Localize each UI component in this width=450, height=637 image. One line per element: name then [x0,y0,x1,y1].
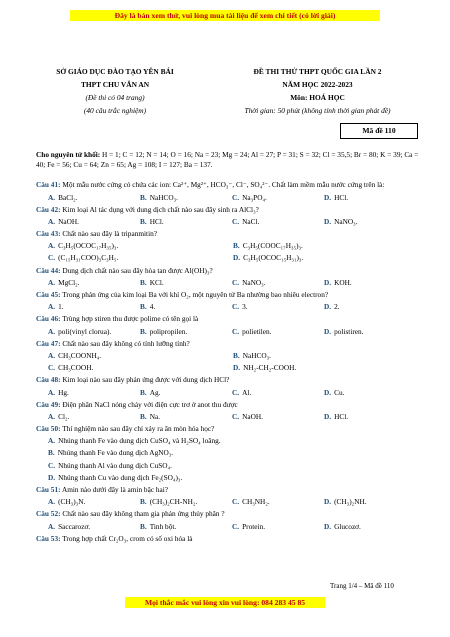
question-text: Điện phân NaCl nóng chảy với điện cực trơ ở anot thu được [60,399,238,409]
option-b: B. NaHCO₃. [233,350,271,360]
time-limit: Thời gian: 50 phút (không tính thời gian phát đề) [244,106,391,115]
question-number: Câu 48: [36,375,61,385]
option-c: C. 3. [232,302,248,312]
option-c: C. Protein. [232,521,266,531]
option-c: C. Al. [232,387,252,397]
question-number: Câu 45: [36,290,61,299]
question-count: (40 câu trắc nghiệm) [83,106,147,115]
exam-title: ĐỀ THI THỬ THPT QUỐC GIA LẦN 2 [253,67,382,76]
question-text: Chất nào sau đây là tripanmitin? [60,229,157,239]
option-d: D. (CH₃)₂NH. [324,497,367,507]
option-a: A. (CH₃)₃N. [48,497,86,507]
question-text: Dung dịch chất nào sau đây hòa tan được Al(OH)₃? [60,265,213,275]
options-46 [36,326,426,338]
option-a: A. 1. [48,302,64,312]
preview-banner: Đây là bản xem thử, vui lòng mua tài liệu để xem chi tiết (có lời giải) [70,10,380,21]
header-left [40,65,190,117]
option-d: D. Cu. [324,387,345,397]
option-a: A. Saccarozơ. [48,521,91,531]
option-d: D. Nhúng thanh Cu vào dung dịch Fe₂(SO₄)₃. [48,472,183,482]
options-47-cd [36,362,426,374]
question-number: Câu 42: [36,204,61,214]
option-c: C. CH₃COOH. [48,363,94,373]
question-50 [36,423,426,435]
options-49 [36,411,426,423]
question-text: Trùng hợp stiren thu được polime có tên gọi là [60,314,199,324]
options-51 [36,496,426,508]
atomic-masses [36,150,426,170]
question-list [36,180,426,545]
question-number: Câu 41: [36,180,61,189]
option-b: B. Nhúng thanh Fe vào dung dịch AgNO₃. [48,448,174,458]
question-number: Câu 52: [36,509,61,519]
option-a: A. C₃H₅(OCOC₁₇H₃₅)₃. [48,241,119,251]
question-number: Câu 46: [36,314,61,324]
option-b: B. (CH₃)₂CH-NH₂. [140,497,198,507]
option-c: C. NaNO₃. [232,277,266,287]
question-52 [36,508,426,520]
option-c: C. (C₁₅H₃₁COO)₃C₃H₅. [48,253,119,263]
question-number: Câu 43: [36,229,61,239]
option-a: A. Cl₂. [48,411,70,421]
question-46 [36,313,426,325]
masses-label: Cho nguyên tử khối: [36,150,101,159]
page-count: (Đề thi có 04 trang) [85,93,145,102]
question-text: Chất nào sau đây không tham gia phản ứng thủy phân ? [60,509,225,519]
question-text: Chất nào sau đây không có tính lưỡng tính? [60,338,190,348]
question-number: Câu 51: [36,485,61,494]
option-b: B. HCl. [140,216,164,226]
question-43 [36,228,426,240]
question-number: Câu 49: [36,399,61,409]
option-c: C. polietilen. [232,326,272,336]
option-c: C. NaCl. [232,216,260,226]
contact-footer: Mọi thắc mắc vui lòng xin vui lòng: 084 283 45 85 [125,597,325,608]
option-d: D. KOH. [324,277,352,287]
option-d: D. HCl. [324,192,349,202]
option-b: B. Tinh bột. [140,521,177,531]
option-a: A. CH₃COONH₄. [48,350,102,360]
option-c: C. Nhúng thanh Al vào dung dịch CuSO₄. [48,460,172,470]
option-a: A. BaCl₂. [48,192,78,202]
question-text: Thí nghiệm nào sau đây chỉ xảy ra ăn mòn hóa học? [60,424,215,434]
school-name: THPT CHU VĂN AN [80,80,150,89]
question-number: Câu 44: [36,265,61,275]
options-45 [36,301,426,313]
question-number: Câu 53: [36,533,61,543]
question-text: Amin nào dưới đây là amin bậc hai? [60,485,169,494]
option-b: B. polipropilen. [140,326,188,336]
option-d: D. C₃H₅(OCOC₁₅H₃₁)₃. [233,253,304,263]
options-43-cd [36,252,426,264]
options-43-ab [36,240,426,252]
exam-code: Mã đề 110 [340,123,418,139]
subject: Môn: HOÁ HỌC [290,93,345,102]
options-52 [36,521,426,533]
question-44 [36,265,426,277]
option-a: A. poli(vinyl clorua). [48,326,112,336]
options-47-ab [36,350,426,362]
option-d: D. NH₂-CH₂-COOH. [233,363,297,373]
question-text: Một mẫu nước cứng có chứa các ion: Ca²⁺, Mg²⁺, HCO₃⁻, Cl⁻, SO₄²⁻. Chất làm mềm mẫu nước cứng trên là: [60,180,385,189]
option-a: A. Hg. [48,387,69,397]
option-a: A. Nhúng thanh Fe vào dung dịch CuSO₄ và H₂SO₄ loãng. [48,436,221,446]
option-c: C. NaOH. [232,411,263,421]
option-d: D. 2. [324,302,340,312]
question-41 [36,180,426,191]
option-d: D. polistiren. [324,326,364,336]
options-48 [36,387,426,399]
option-c: C. CH₃NH₂. [232,497,270,507]
option-d: D. Glucozơ. [324,521,361,531]
masses-text: H = 1; C = 12; N = 14; O = 16; Na = 23; Mg = 24; Al = 27; P = 31; S = 32; Cl = 35,5; Br = 80; K = 39; Ca = 40; Fe = 56; Cu = 64; Zn = 65; Ag = 108; I = 127; Ba = 137. [36,150,419,169]
option-a: A. MgCl₂. [48,277,80,287]
options-41 [36,192,426,204]
school-year: NĂM HỌC 2022-2023 [282,80,353,89]
question-text: Kim loại Al tác dụng với dung dịch chất nào sau đây sinh ra AlCl₃? [60,204,259,214]
option-b: B. Ag. [140,387,161,397]
option-d: D. NaNO₃. [324,216,358,226]
question-48 [36,374,426,386]
options-42 [36,216,426,228]
option-b: B. C₃H₅(COOC₁₇H₃₅)₃. [233,241,303,251]
question-42 [36,204,426,216]
option-d: D. HCl. [324,411,349,421]
options-44 [36,277,426,289]
dept-name: SỞ GIÁO DỤC ĐÀO TẠO YÊN BÁI [56,67,174,76]
question-47 [36,338,426,350]
question-49 [36,399,426,411]
header-right [210,65,425,117]
question-53 [36,533,426,545]
question-51 [36,484,426,496]
page-number: Trang 1/4 – Mã đề 110 [330,582,394,590]
option-a: A. NaOH. [48,216,79,226]
question-text: Trong phản ứng của kim loại Ba với khí O₂, một nguyên tử Ba nhường bao nhiêu electron? [60,290,329,299]
option-b: B. 4. [140,302,156,312]
option-c: C. Na₃PO₄. [232,192,267,202]
question-45 [36,289,426,301]
question-number: Câu 50: [36,424,61,434]
question-text: Kim loại nào sau đây phản ứng được với dung dịch HCl? [60,375,230,385]
question-text: Trong hợp chất Cr₂O₃, crom có số oxi hóa là [60,533,193,543]
option-b: B. Na. [140,411,161,421]
option-b: B. NaHCO₃. [140,192,178,202]
question-number: Câu 47: [36,338,61,348]
option-b: B. KCl. [140,277,164,287]
